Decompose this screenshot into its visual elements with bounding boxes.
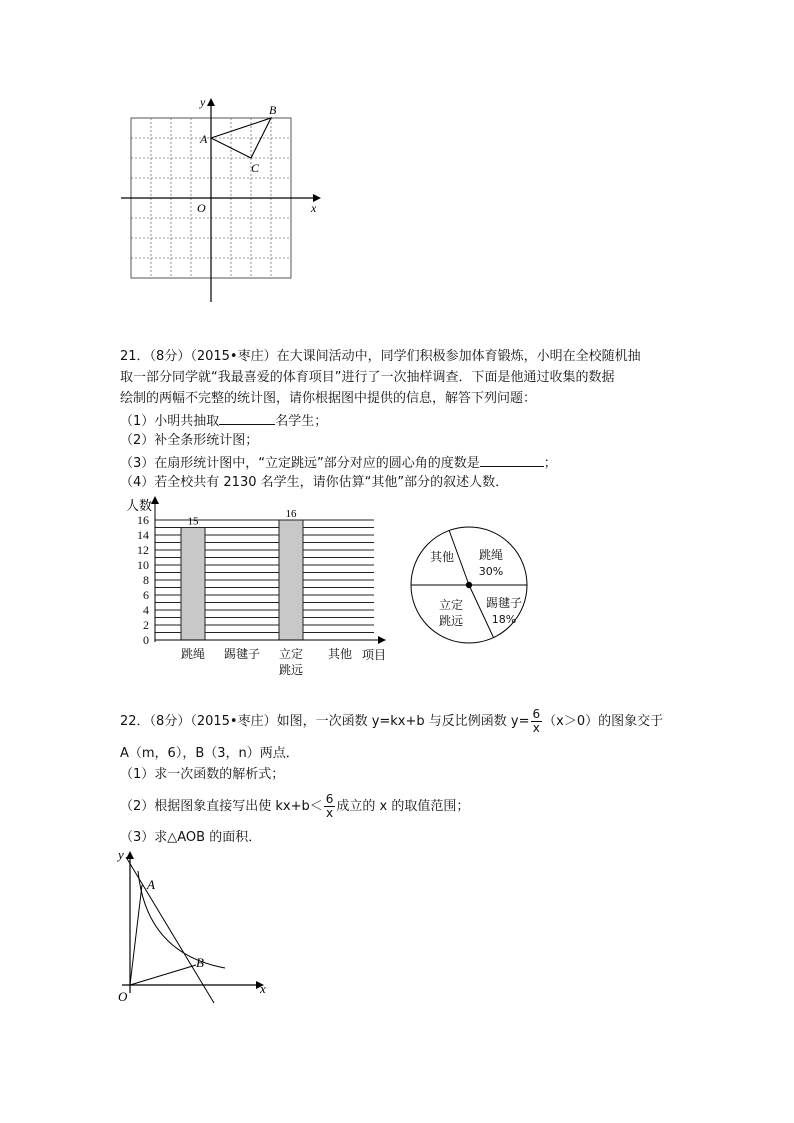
q22-line2: A（m，6），B（3，n）两点． [120, 746, 299, 761]
q22-segment-oa [130, 885, 142, 985]
q22-x-axis-label: x [260, 981, 266, 996]
q21-header: 21．（8分）（2015•枣庄）在大课间活动中，同学们积极参加体育锻炼，小明在全校随机抽 [120, 349, 641, 364]
q22-sub3: （3）求△AOB 的面积． [120, 830, 262, 845]
bar-0 [181, 528, 205, 641]
bar-ytick-label: 8 [143, 573, 149, 587]
q22-y-axis-arrow [126, 851, 134, 859]
origin-label: O [197, 201, 206, 215]
q22-origin-label: O [118, 989, 128, 1004]
grid-figure [115, 90, 335, 305]
pie-slice-value-0: 30% [478, 565, 504, 578]
x-axis-label: x [311, 201, 317, 215]
q21-line3: 绘制的两幅不完整的统计图，请你根据图中提供的信息，解答下列问题： [120, 391, 537, 406]
pie-center [466, 582, 472, 588]
q22-sub1: （1）求一次函数的解析式； [120, 767, 285, 782]
q22-frac-den: x [532, 721, 540, 735]
point-label-c: C [251, 161, 260, 175]
q22-point-b-label: B [196, 955, 204, 970]
point-label-b: B [269, 103, 277, 117]
q22-line1 [120, 708, 663, 735]
q21-sub3-post: ； [543, 456, 557, 471]
q22-line1-pre: 22．（8分）（2015•枣庄）如图，一次函数 y=kx+b 与反比例函数 y= [120, 714, 530, 729]
pie-slice-label-2: 立定 [438, 598, 464, 612]
q21-sub3-pre: （3）在扇形统计图中，“立定跳远”部分对应的圆心角的度数是 [120, 456, 480, 471]
bar-2 [279, 520, 303, 640]
bar-x-axis-arrow [378, 636, 386, 644]
bar-x-title: 项目 [362, 648, 387, 662]
bar-ytick-label: 6 [143, 588, 149, 602]
bar-y-axis-arrow [151, 496, 159, 504]
pie-slice-label-1: 踢毽子 [485, 596, 523, 610]
y-axis-label: y [200, 95, 206, 109]
q21-sub3-blank[interactable] [480, 454, 544, 467]
q22-sub2-post: 成立的 x 的取值范围； [336, 799, 470, 814]
pie-slices [411, 527, 527, 643]
bar-y-title: 人数 [126, 499, 153, 514]
q22-fraction [531, 708, 543, 735]
q21-sub4: （4）若全校共有 2130 名学生，请你估算“其他”部分的叙述人数． [120, 475, 509, 490]
pie-slice-label-2: 跳远 [438, 614, 464, 628]
q22-sub2-frac-num: 6 [325, 792, 334, 806]
bar-x-label-0: 跳绳 [180, 647, 206, 661]
bar-ytick-label: 4 [143, 603, 149, 617]
point-label-a: A [200, 132, 208, 146]
bar-ytick-label: 16 [137, 513, 149, 527]
q21-sub1-pre: （1）小明共抽取 [120, 414, 220, 429]
q22-frac-num: 6 [532, 707, 541, 721]
q22-sub2-frac-den: x [326, 806, 334, 820]
bar-x-label-1: 踢毽子 [223, 647, 261, 661]
q22-sub2-fraction [324, 793, 336, 820]
q21-sub1-blank[interactable] [219, 412, 275, 425]
bar-chart-yticks [137, 513, 149, 647]
q22-line1-post: （x＞0）的图象交于 [543, 714, 664, 729]
y-axis-arrow [207, 98, 215, 106]
bar-x-label-2: 跳远 [278, 663, 304, 677]
q22-y-axis-label: y [118, 847, 124, 862]
q21-sub1-post: 名学生； [275, 414, 328, 429]
pie-slice-label-0: 跳绳 [478, 548, 504, 562]
q21-sub3 [120, 454, 557, 472]
bar-chart [110, 494, 400, 680]
q22-segment-ob [130, 965, 196, 985]
bar-ytick-label: 2 [143, 618, 149, 632]
bar-data-label-2: 16 [285, 508, 297, 520]
bar-x-label-2: 立定 [278, 647, 304, 661]
bar-chart-xlabels [181, 646, 352, 677]
q22-figure [110, 843, 290, 1008]
bar-data-label-0: 15 [187, 515, 199, 528]
pie-slice-value-1: 18% [491, 613, 517, 626]
bar-ytick-label: 10 [137, 558, 149, 572]
q22-sub2 [120, 793, 469, 820]
bar-x-label-3: 其他 [327, 647, 353, 661]
q21-sub1 [120, 412, 327, 430]
q21-line2: 取一部分同学就“我最喜爱的体育项目”进行了一次抽样调查．下面是他通过收集的数据 [120, 370, 615, 385]
q22-point-a-label: A [147, 877, 155, 892]
q22-line-ab [126, 857, 214, 1003]
pie-chart [405, 525, 540, 660]
pie-slice-label-3: 其他 [429, 550, 455, 564]
q22-sub2-pre: （2）根据图象直接写出使 kx+b＜ [120, 799, 323, 814]
bar-ytick-label: 14 [137, 528, 149, 542]
bar-ytick-label: 0 [143, 633, 149, 647]
q21-sub2: （2）补全条形统计图； [120, 433, 259, 448]
bar-ytick-label: 12 [137, 543, 149, 557]
